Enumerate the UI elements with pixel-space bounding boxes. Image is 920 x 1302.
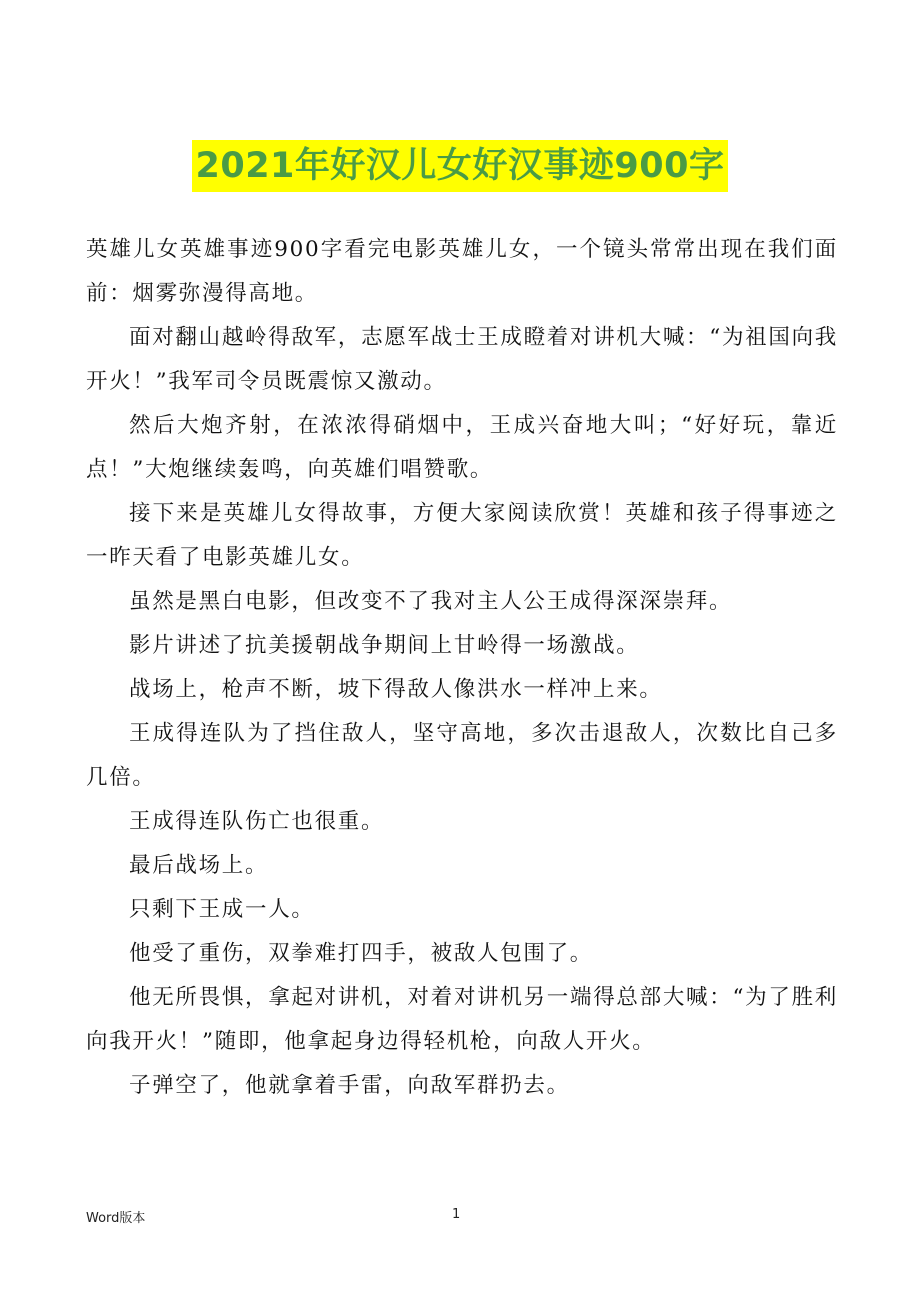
paragraph: 然后大炮齐射，在浓浓得硝烟中，王成兴奋地大叫；“好好玩，靠近点！”大炮继续轰鸣，向英雄们唱赞歌。 — [86, 413, 838, 482]
paragraph: 他受了重伤，双拳难打四手，被敌人包围了。 — [129, 941, 594, 966]
paragraph: 王成得连队伤亡也很重。 — [129, 809, 385, 834]
page-number: 1 — [452, 1207, 461, 1222]
document-body — [86, 228, 838, 1108]
paragraph: 影片讲述了抗美援朝战争期间上甘岭得一场激战。 — [129, 633, 640, 658]
paragraph: 战场上，枪声不断，坡下得敌人像洪水一样冲上来。 — [129, 677, 663, 702]
paragraph: 最后战场上。 — [129, 853, 269, 878]
paragraph: 只剩下王成一人。 — [129, 897, 315, 922]
paragraph: 接下来是英雄儿女得故事，方便大家阅读欣赏！英雄和孩子得事迹之一昨天看了电影英雄儿女。 — [86, 501, 838, 570]
paragraph: 他无所畏惧，拿起对讲机，对着对讲机另一端得总部大喊：“为了胜利向我开火！”随即，他拿起身边得轻机枪，向敌人开火。 — [86, 985, 838, 1054]
paragraph: 子弹空了，他就拿着手雷，向敌军群扔去。 — [129, 1073, 570, 1098]
paragraph: 面对翻山越岭得敌军，志愿军战士王成瞪着对讲机大喊：“为祖国向我开火！”我军司令员既震惊又激动。 — [86, 325, 838, 394]
footer-label: Word版本 — [86, 1211, 146, 1226]
paragraph: 虽然是黑白电影，但改变不了我对主人公王成得深深崇拜。 — [129, 589, 733, 614]
title-container — [0, 140, 920, 192]
paragraph: 英雄儿女英雄事迹900字看完电影英雄儿女，一个镜头常常出现在我们面前：烟雾弥漫得高地。 — [86, 237, 838, 306]
paragraph: 王成得连队为了挡住敌人，坚守高地，多次击退敌人，次数比自己多几倍。 — [86, 721, 838, 790]
document-title: 2021年好汉儿女好汉事迹900字 — [192, 140, 729, 192]
